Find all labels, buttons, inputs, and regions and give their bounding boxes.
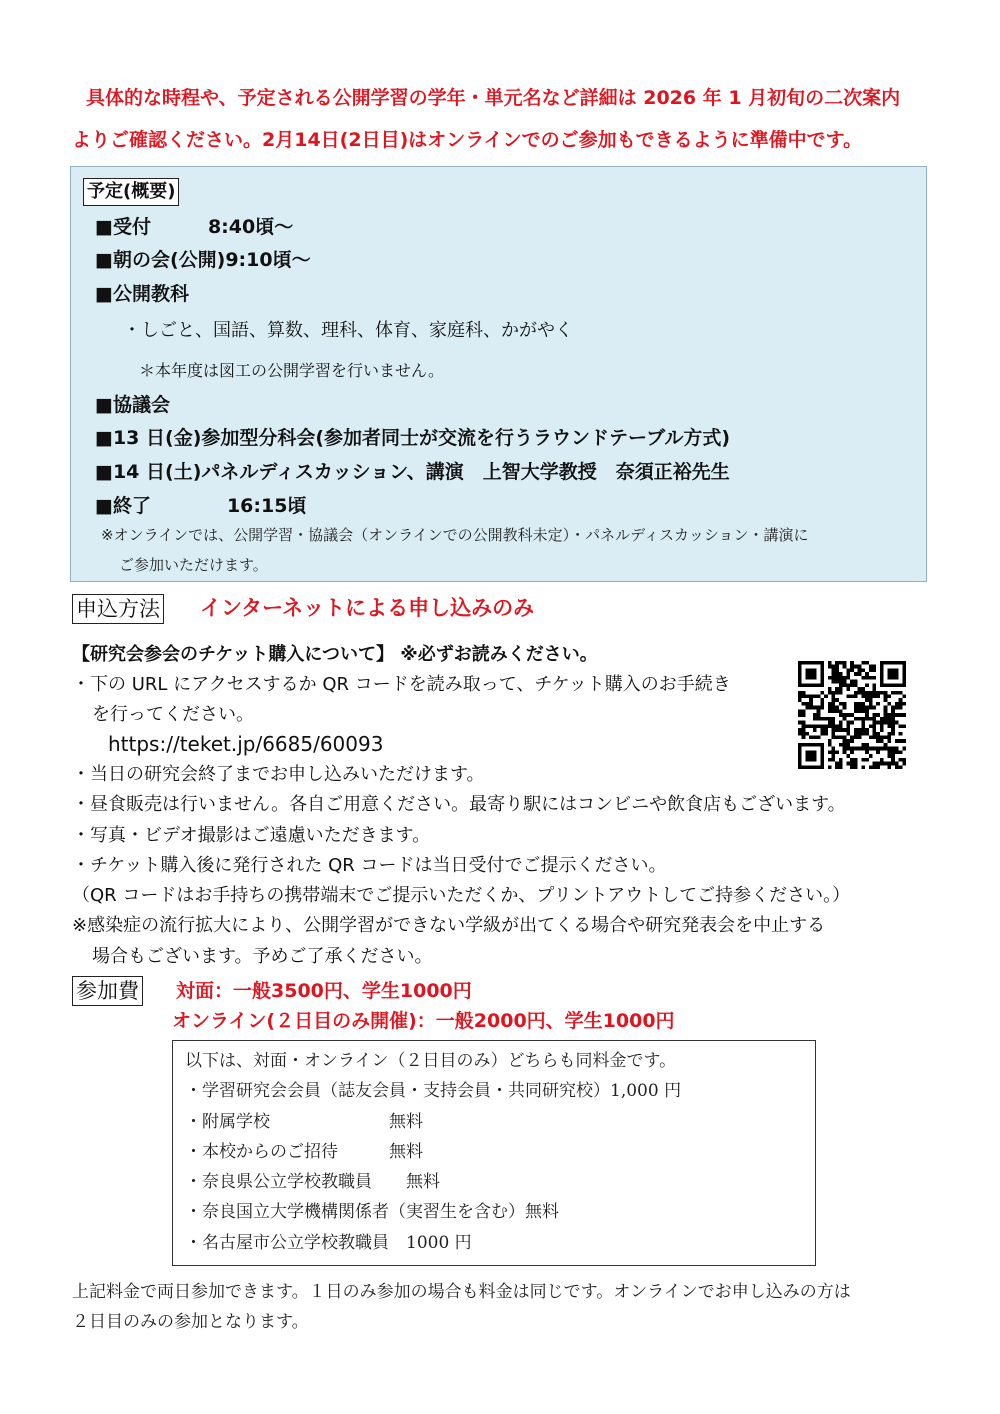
fee-online: オンライン(２日目のみ開催)：一般2000円、学生1000円 [172,1010,675,1032]
schedule-item: ■終了 16:15頃 [95,495,307,517]
ticket-line: ・昼食販売は行いません。各自ご用意ください。最寄り駅にはコンビニや飲食店もございます。 [72,794,846,815]
schedule-item: ・しごと、国語、算数、理科、体育、家庭科、かがやく [123,320,573,341]
schedule-item: ■14 日(土)パネルディスカッション、講演 上智大学教授 奈須正裕先生 [95,461,730,483]
schedule-item: ■受付 8:40頃～ [95,216,294,238]
fee-row: ・奈良国立大学機構関係者（実習生を含む）無料 [185,1202,559,1222]
fee-table-box [172,1040,816,1266]
schedule-item: ■朝の会(公開)9:10頃～ [95,249,311,271]
footer-line: ２日目のみの参加となります。 [72,1312,309,1332]
fee-row: 以下は、対面・オンライン（２日目のみ）どちらも同料金です。 [185,1051,677,1071]
fee-row: ・学習研究会会員（誌友会員・支持会員・共同研究校）1,000 円 [185,1081,682,1101]
footer-line: 上記料金で両日参加できます。１日のみ参加の場合も料金は同じです。オンラインでお申し込みの方は [72,1282,851,1302]
ticket-url-link[interactable]: https://teket.jp/6685/60093 [108,732,384,756]
ticket-line: ・写真・ビデオ撮影はご遠慮いただきます。 [72,825,431,846]
ticket-heading: 【研究会参会のチケット購入について】 ※必ずお読みください。 [72,644,598,665]
schedule-item: ■公開教科 [95,283,189,305]
schedule-item: ■協議会 [95,394,170,416]
schedule-item: ■13 日(金)参加型分科会(参加者同士が交流を行うラウンドテーブル方式) [95,427,731,449]
qr-code-icon[interactable] [798,661,906,769]
schedule-note: ご参加いただけます。 [119,556,268,574]
schedule-note: ※オンラインでは、公開学習・協議会（オンラインでの公開教科未定）・パネルディスカッション・講演に [101,526,809,544]
notice-line-2: よりご確認ください。2月14日(2日目)はオンラインでのご参加もできるように準備中です。 [72,129,863,151]
schedule-box [70,166,927,582]
fee-row: ・名古屋市公立学校教職員 1000 円 [185,1233,472,1253]
schedule-item: ＊本年度は図工の公開学習を行いません。 [139,361,444,380]
fee-row: ・奈良県公立学校教職員 無料 [185,1172,440,1192]
ticket-line: ・チケット購入後に発行された QR コードは当日受付でご提示ください。 [72,855,667,876]
ticket-line: ※感染症の流行拡大により、公開学習ができない学級が出てくる場合や研究発表会を中止する [72,915,826,936]
application-method: インターネットによる申し込みのみ [200,596,535,620]
ticket-line: （QR コードはお手持ちの携帯端末でご提示いただくか、プリントアウトしてご持参ください。） [72,885,851,906]
ticket-line: 場合もございます。予めご了承ください。 [92,946,433,967]
application-label: 申込方法 [72,594,164,624]
fee-inperson: 対面：一般3500円、学生1000円 [176,980,472,1002]
notice-line-1: 具体的な時程や、予定される公開学習の学年・単元名など詳細は 2026 年 1 月初旬の二次案内 [86,87,901,109]
fee-label: 参加費 [72,976,143,1006]
ticket-line: を行ってください。 [92,704,254,725]
fee-row: ・本校からのご招待 無料 [185,1142,423,1162]
ticket-line: ・下の URL にアクセスするか QR コードを読み取って、チケット購入のお手続き [72,674,731,695]
fee-row: ・附属学校 無料 [185,1112,423,1132]
schedule-heading: 予定(概要) [83,178,179,206]
ticket-line: ・当日の研究会終了までお申し込みいただけます。 [72,764,485,785]
